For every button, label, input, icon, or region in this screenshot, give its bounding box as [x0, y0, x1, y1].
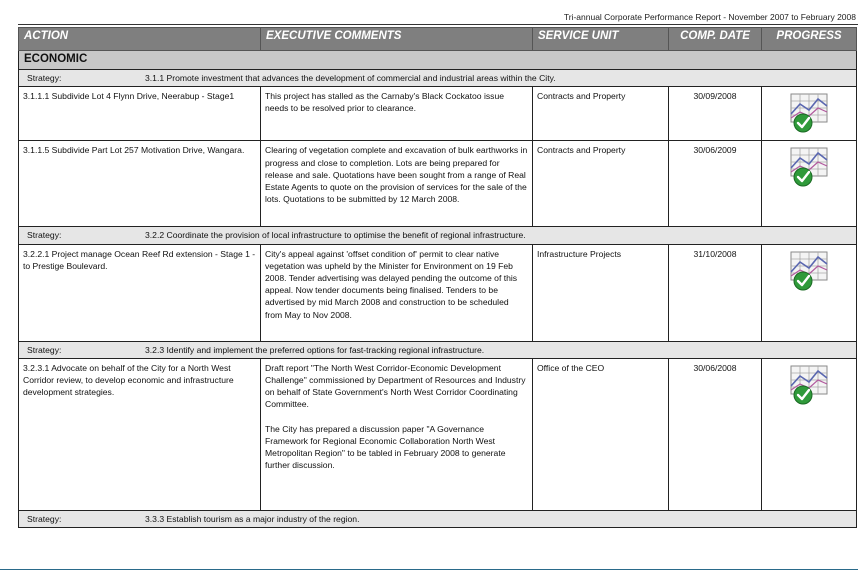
table-row [19, 87, 857, 141]
service-unit-cell: Office of the CEO [533, 358, 669, 510]
strategy-label: Strategy: [27, 513, 62, 524]
service-unit-cell: Contracts and Property [533, 87, 669, 141]
footer-divider [0, 569, 858, 570]
service-unit-cell: Infrastructure Projects [533, 244, 669, 341]
progress-cell [762, 244, 857, 341]
action-cell: 3.2.2.1 Project manage Ocean Reef Rd extension - Stage 1 - to Prestige Boulevard. [19, 244, 261, 341]
table-row [19, 358, 857, 510]
chart-check-icon [785, 284, 833, 294]
progress-cell [762, 141, 857, 227]
report-title: Tri-annual Corporate Performance Report - November 2007 to February 2008 [563, 12, 856, 22]
section-title: ECONOMIC [19, 51, 857, 70]
comment-cell: This project has stalled as the Carnaby's Black Cockatoo issue needs to be resolved prior to clearance. [261, 87, 533, 141]
comp-date-cell: 31/10/2008 [669, 244, 762, 341]
comment-cell: Clearing of vegetation complete and excavation of bulk earthworks in progress and close to completion. Lots are being prepared for release and sale. Quotations have been sought from a range of Real Estate Agents to quote on the provision of services for the sale of the lots. Quotations to be submitted by 12 March 2008. [261, 141, 533, 227]
strategy-text: 3.3.3 Establish tourism as a major industry of the region. [145, 513, 360, 524]
comment-cell [261, 358, 533, 510]
strategy-text: 3.2.2 Coordinate the provision of local infrastructure to optimise the benefit of regional infrastructure. [145, 230, 526, 241]
chart-check-icon [785, 180, 833, 190]
table-row [19, 141, 857, 227]
strategy-row [19, 341, 857, 358]
strategy-label: Strategy: [27, 230, 62, 241]
column-header-service-unit: SERVICE UNIT [533, 28, 669, 51]
chart-check-icon [785, 398, 833, 408]
strategy-label: Strategy: [27, 344, 62, 355]
title-divider [18, 24, 858, 25]
action-cell: 3.1.1.5 Subdivide Part Lot 257 Motivation Drive, Wangara. [19, 141, 261, 227]
strategy-row [19, 510, 857, 527]
column-header-action: ACTION [19, 28, 261, 51]
comment-paragraph: Draft report "The North West Corridor-Economic Development Challenge" commissioned by Department of Resources and Industry on behalf of State Government's North West Corridor Coordinating Committee. [265, 362, 526, 410]
strategy-row [19, 227, 857, 244]
progress-cell [762, 87, 857, 141]
comment-paragraph: The City has prepared a discussion paper "A Governance Framework for Regional Economic Collaboration North West Metropolitan Region" to be tabled in February 2008 to generate further discussion. [265, 423, 506, 471]
column-header-progress: PROGRESS [762, 28, 857, 51]
column-header-executive-comments: EXECUTIVE COMMENTS [261, 28, 533, 51]
strategy-label: Strategy: [27, 73, 62, 83]
performance-table [18, 27, 857, 528]
section-row [19, 51, 857, 70]
progress-cell [762, 358, 857, 510]
table-row [19, 244, 857, 341]
strategy-row [19, 70, 857, 87]
strategy-text: 3.2.3 Identify and implement the preferred options for fast-tracking regional infrastructure. [145, 344, 485, 355]
comp-date-cell: 30/06/2008 [669, 358, 762, 510]
table-header-row [19, 28, 857, 51]
comp-date-cell: 30/09/2008 [669, 87, 762, 141]
column-header-comp-date: COMP. DATE [669, 28, 762, 51]
comment-cell: City's appeal against 'offset condition of' permit to clear native vegetation was upheld by the Minister for Environment on 19 Feb 2008. Tender advertising was delayed pending the outcome of this appeal. Now tender documents being finalised. Tenders to be advertised by mid March 2008 and construction to be scheduled from May to Nov 2008. [261, 244, 533, 341]
action-cell: 3.2.3.1 Advocate on behalf of the City for a North West Corridor review, to develop economic and infrastructure development strategies. [19, 358, 261, 510]
service-unit-cell: Contracts and Property [533, 141, 669, 227]
comp-date-cell: 30/06/2009 [669, 141, 762, 227]
chart-check-icon [785, 126, 833, 136]
strategy-text: 3.1.1 Promote investment that advances the development of commercial and industrial areas within the City. [145, 73, 556, 83]
action-cell: 3.1.1.1 Subdivide Lot 4 Flynn Drive, Neerabup - Stage1 [19, 87, 261, 141]
